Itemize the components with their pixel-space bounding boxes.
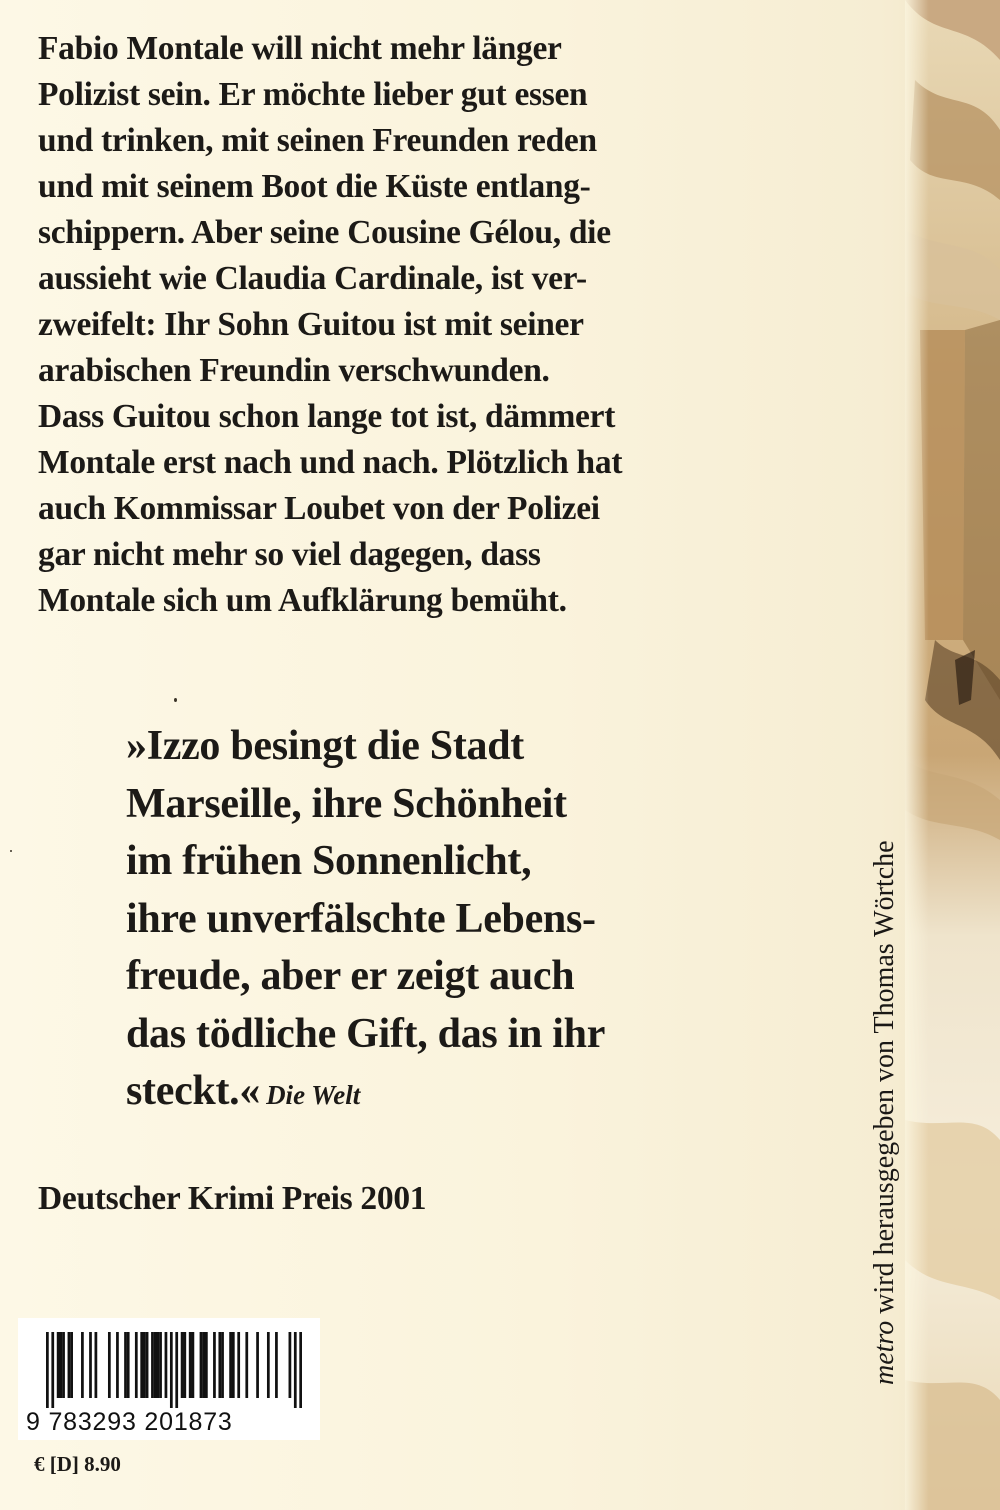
paper-speck — [174, 698, 177, 702]
paper-speck — [10, 850, 12, 852]
blurb-line: aussieht wie Claudia Cardinale, ist ver- — [38, 260, 587, 297]
barcode-bar — [175, 1332, 178, 1408]
barcode-bar — [140, 1332, 143, 1398]
quote-line: Marseille, ihre Schönheit — [126, 780, 567, 827]
barcode-bar — [237, 1332, 240, 1398]
barcode-bar — [159, 1332, 162, 1398]
barcode-bar — [59, 1332, 62, 1398]
barcode-bar — [46, 1332, 49, 1408]
barcode-bar — [146, 1332, 149, 1398]
barcode-bar — [192, 1332, 195, 1398]
barcode-bar — [232, 1332, 235, 1398]
barcode-bar — [70, 1332, 73, 1398]
barcode-bar — [165, 1332, 168, 1398]
barcode-bar — [143, 1332, 146, 1398]
barcode-bar — [189, 1332, 192, 1398]
barcode-bar — [200, 1332, 203, 1398]
barcode-bar — [95, 1332, 98, 1398]
barcode-bar — [108, 1332, 111, 1398]
barcode-bar — [218, 1332, 221, 1398]
blurb-line: auch Kommissar Loubet von der Polizei — [38, 490, 600, 527]
quote-line: »Izzo besingt die Stadt — [126, 723, 524, 769]
barcode-bar — [81, 1332, 84, 1398]
blurb-line: Dass Guitou schon lange tot ist, dämmert — [38, 398, 616, 435]
price-label: € [D] 8.90 — [34, 1452, 121, 1476]
quote-source: Die Welt — [266, 1080, 361, 1110]
blurb-line: zweifelt: Ihr Sohn Guitou ist mit seiner — [38, 306, 584, 343]
quote-line: das tödliche Gift, das in ihr — [126, 1010, 606, 1057]
barcode-bar — [89, 1332, 92, 1398]
barcode-bar — [245, 1332, 248, 1398]
barcode-bars — [46, 1332, 302, 1408]
barcode-bar — [135, 1332, 138, 1398]
quote-line: freude, aber er zeigt auch — [126, 953, 575, 999]
barcode-bar — [221, 1332, 224, 1398]
barcode-bar — [229, 1332, 232, 1398]
barcode-bar — [294, 1332, 297, 1408]
barcode-bar — [256, 1332, 259, 1398]
barcode — [18, 1318, 320, 1440]
quote-last-line — [126, 1063, 686, 1125]
barcode-bar — [289, 1332, 292, 1398]
blurb-line: Polizist sein. Er möchte lieber gut essen — [38, 76, 588, 113]
barcode-bar — [124, 1332, 127, 1398]
barcode-bar — [154, 1332, 157, 1398]
cover-photo-strip — [905, 0, 1000, 1510]
barcode-bar — [202, 1332, 205, 1398]
barcode-bar — [151, 1332, 154, 1398]
blurb-line: Fabio Montale will nicht mehr länger — [38, 30, 562, 67]
barcode-bar — [183, 1332, 186, 1398]
series-name: metro — [869, 1320, 900, 1385]
barcode-bar — [68, 1332, 71, 1398]
blurb-line: und mit seinem Boot die Küste entlang- — [38, 168, 591, 205]
blurb-line: Montale erst nach und nach. Plötzlich hat — [38, 444, 623, 481]
barcode-bar — [51, 1332, 54, 1408]
imprint-text: wird herausgegeben von Thomas Wörtche — [869, 840, 900, 1321]
barcode-bar — [116, 1332, 119, 1398]
barcode-digits: 9 783293 201873 — [26, 1408, 233, 1436]
barcode-bar — [181, 1332, 184, 1398]
quote-line: im frühen Sonnenlicht, — [126, 838, 532, 884]
blurb-line: Montale sich um Aufklärung bemüht. — [38, 582, 567, 619]
blurb-line: und trinken, mit seinen Freunden reden — [38, 122, 597, 159]
quote-line: steckt.« — [126, 1068, 261, 1114]
barcode-bar — [156, 1332, 159, 1398]
barcode-bar — [299, 1332, 302, 1408]
blurb-line: schippern. Aber seine Cousine Gélou, die — [38, 214, 611, 251]
blurb-line: gar nicht mehr so viel dagegen, dass — [38, 536, 541, 573]
barcode-bar — [127, 1332, 130, 1398]
blurb-text — [38, 26, 678, 624]
barcode-bar — [213, 1332, 216, 1398]
barcode-bar — [205, 1332, 208, 1398]
barcode-bar — [275, 1332, 278, 1398]
quote-line: ihre unverfälschte Lebens- — [126, 895, 596, 942]
series-imprint — [869, 840, 901, 1385]
barcode-bar — [57, 1332, 60, 1398]
press-quote — [126, 718, 686, 1125]
photo-image — [905, 0, 1000, 1510]
award-line: Deutscher Krimi Preis 2001 — [38, 1180, 427, 1217]
barcode-bar — [267, 1332, 270, 1398]
barcode-bar — [62, 1332, 65, 1398]
barcode-bar — [170, 1332, 173, 1408]
blurb-line: arabischen Freundin verschwunden. — [38, 352, 550, 389]
